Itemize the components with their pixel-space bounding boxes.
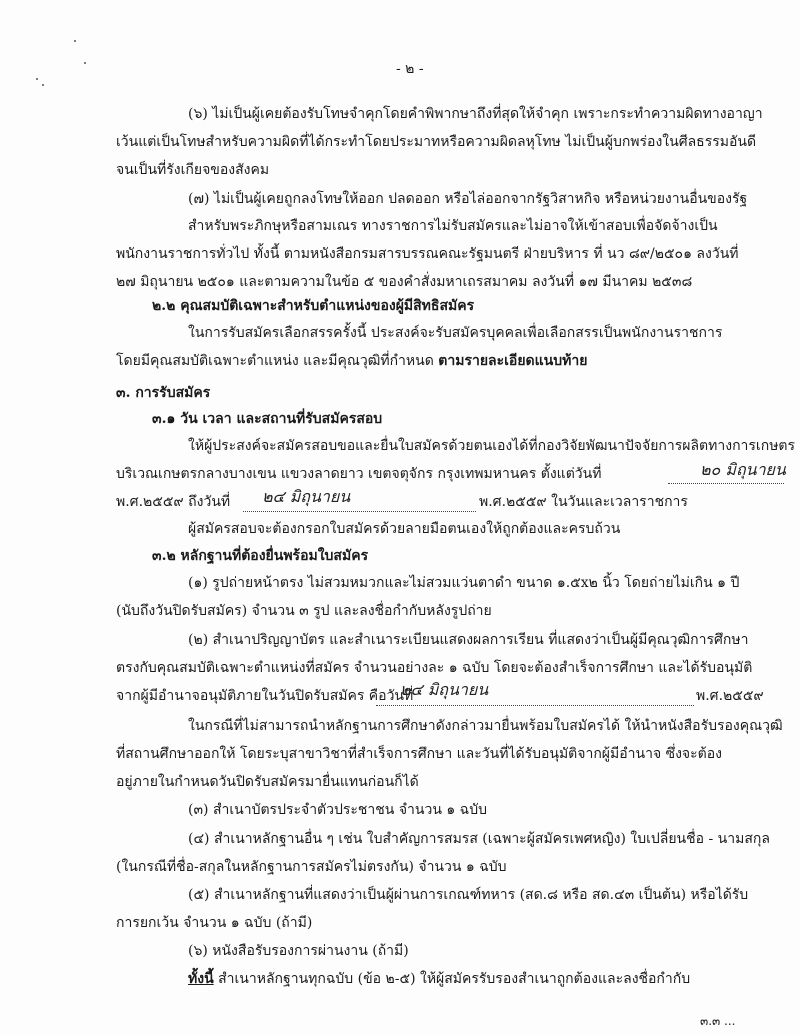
approval-date-handwritten: ๒๔ มิถุนายน: [400, 680, 489, 699]
evidence-2-line-2: ตรงกับคุณสมบัติเฉพาะตำแหน่งที่สมัคร จำนวนอย่างละ ๑ ฉบับ โดยจะต้องสำเร็จการศึกษา และได้รับอนุมัติ: [116, 660, 753, 676]
qualification-7: (๗) ไม่เป็นผู้เคยถูกลงโทษให้ออก ปลดออก หรือไล่ออกจากรัฐวิสาหกิจ หรือหน่วยงานอื่นของรัฐ: [188, 191, 748, 207]
section-3-1-line-3-end: พ.ศ.๒๕๕๙ ในวันและเวลาราชการ: [479, 494, 688, 510]
evidence-4-line-2: (ในกรณีที่ชื่อ-สกุลในหลักฐานการสมัครไม่ตรงกัน) จำนวน ๑ ฉบับ: [116, 859, 507, 875]
section-2-2-line-2-text: โดยมีคุณสมบัติเฉพาะตำแหน่ง และมีคุณวุฒิที่กำหนด: [116, 353, 434, 369]
section-3-2-heading: ๓.๒ หลักฐานที่ต้องยื่นพร้อมใบสมัคร: [152, 548, 369, 564]
monk-note-line-2: พนักงานราชการทั่วไป ทั้งนี้ ตามหนังสือกรมสารบรรณคณะรัฐมนตรี ฝ่ายบริหาร ที่ นว ๘๙/๒๕๐๑ ลงวันที่: [116, 246, 739, 262]
monk-note-line-1: สำหรับพระภิกษุหรือสามเณร ทางราชการไม่รับสมัครและไม่อาจให้เข้าสอบเพื่อจัดจ้างเป็น: [188, 218, 718, 234]
evidence-2-line-1: (๒) สำเนาปริญญาบัตร และสำเนาระเบียนแสดงผลการเรียน ที่แสดงว่าเป็นผู้มีคุณวุฒิการศึกษา: [188, 632, 749, 648]
open-date-handwritten: ๒๐ มิถุนายน: [700, 460, 786, 479]
close-date-fill-line: [243, 510, 476, 512]
qualification-6-line-2: เว้นแต่เป็นโทษสำหรับความผิดที่ได้กระทำโดยประมาทหรือความผิดลหุโทษ ไม่เป็นผู้บกพร่องในศีลธรรมอันดี: [116, 134, 757, 150]
evidence-2-line-3-end: พ.ศ.๒๕๕๙: [696, 688, 764, 704]
scan-speck: [84, 62, 86, 64]
evidence-note-line-3: อยู่ภายในกำหนดวันปิดรับสมัครมายื่นแทนก่อนก็ได้: [116, 774, 419, 790]
section-3-1-line-1: ให้ผู้ประสงค์จะสมัครสอบขอและยื่นใบสมัครด้วยตนเองได้ที่กองวิจัยพัฒนาปัจจัยการผลิตทางการเกษตร: [188, 438, 796, 454]
section-2-2-line-2: [116, 352, 587, 370]
section-3-1-line-4: ผู้สมัครสอบจะต้องกรอกใบสมัครด้วยลายมือตนเองให้ถูกต้องและครบถ้วน: [188, 521, 621, 537]
approval-date-fill-line: [376, 704, 694, 706]
close-date-handwritten: ๒๔ มิถุนายน: [262, 487, 351, 506]
section-3-1-line-3-start: พ.ศ.๒๕๕๙ ถึงวันที่: [116, 494, 231, 510]
section-3-1-line-2: บริเวณเกษตรกลางบางเขน แขวงลาดยาว เขตจตุจักร กรุงเทพมหานคร ตั้งแต่วันที่: [116, 466, 602, 482]
evidence-2-line-3-start: จากผู้มีอำนาจอนุมัติภายในวันปิดรับสมัคร คือวันที่: [116, 688, 414, 704]
section-2-2-line-1: ในการรับสมัครเลือกสรรครั้งนี้ ประสงค์จะรับสมัครบุคคลเพื่อเลือกสรรเป็นพนักงานราชการ: [188, 325, 723, 341]
section-3-heading: ๓. การรับสมัคร: [116, 385, 211, 401]
evidence-5-line-2: การยกเว้น จำนวน ๑ ฉบับ (ถ้ามี): [116, 915, 313, 931]
section-2-2-heading: ๒.๒ คุณสมบัติเฉพาะสำหรับตำแหน่งของผู้มีสิทธิสมัคร: [152, 298, 475, 314]
scan-speck: [36, 78, 38, 80]
certification-note-keyword: ทั้งนี้: [188, 971, 214, 987]
page-number: - ๒ -: [396, 61, 424, 77]
evidence-3: (๓) สำเนาบัตรประจำตัวประชาชน จำนวน ๑ ฉบับ: [188, 802, 487, 818]
evidence-note-line-2: ที่สถานศึกษาออกให้ โดยระบุสาขาวิชาที่สำเร็จการศึกษา และวันที่ได้รับอนุมัติจากผู้มีอำนาจ ซึ่งจะต้อง: [116, 746, 722, 762]
next-page-reference: ๓.๓ ...: [700, 1014, 736, 1028]
section-3-1-heading: ๓.๑ วัน เวลา และสถานที่รับสมัครสอบ: [152, 411, 383, 427]
scan-speck: [42, 84, 44, 86]
evidence-1-line-2: (นับถึงวันปิดรับสมัคร) จำนวน ๓ รูป และลงชื่อกำกับหลังรูปถ่าย: [116, 603, 492, 619]
certification-note: [188, 970, 690, 988]
scan-speck: [74, 40, 76, 42]
evidence-5-line-1: (๕) สำเนาหลักฐานที่แสดงว่าเป็นผู้ผ่านการเกณฑ์ทหาร (สด.๘ หรือ สด.๔๓ เป็นต้น) หรือได้รับ: [188, 887, 749, 903]
certification-note-text: สำเนาหลักฐานทุกฉบับ (ข้อ ๒-๕) ให้ผู้สมัครรับรองสำเนาถูกต้องและลงชื่อกำกับ: [218, 971, 691, 987]
evidence-note-line-1: ในกรณีที่ไม่สามารถนำหลักฐานการศึกษาดังกล่าวมายื่นพร้อมใบสมัครได้ ให้นำหนังสือรับรองคุณวุฒิ: [188, 718, 783, 734]
attachment-reference: ตามรายละเอียดแนบท้าย: [438, 353, 588, 369]
evidence-1-line-1: (๑) รูปถ่ายหน้าตรง ไม่สวมหมวกและไม่สวมแว่นตาดำ ขนาด ๑.๕x๒ นิ้ว โดยถ่ายไม่เกิน ๑ ปี: [188, 575, 740, 591]
qualification-6-line-3: จนเป็นที่รังเกียจของสังคม: [116, 162, 270, 178]
qualification-6-line-1: (๖) ไม่เป็นผู้เคยต้องรับโทษจำคุกโดยคำพิพากษาถึงที่สุดให้จำคุก เพราะกระทำความผิดทางอาญา: [188, 106, 763, 122]
evidence-4-line-1: (๔) สำเนาหลักฐานอื่น ๆ เช่น ใบสำคัญการสมรส (เฉพาะผู้สมัครเพศหญิง) ใบเปลี่ยนชื่อ - นามสกุล: [188, 831, 770, 847]
evidence-6: (๖) หนังสือรับรองการผ่านงาน (ถ้ามี): [188, 943, 409, 959]
monk-note-line-3: ๒๗ มิถุนายน ๒๕๐๑ และตามความในข้อ ๕ ของคำสั่งมหาเถรสมาคม ลงวันที่ ๑๗ มีนาคม ๒๕๓๘: [116, 274, 693, 290]
